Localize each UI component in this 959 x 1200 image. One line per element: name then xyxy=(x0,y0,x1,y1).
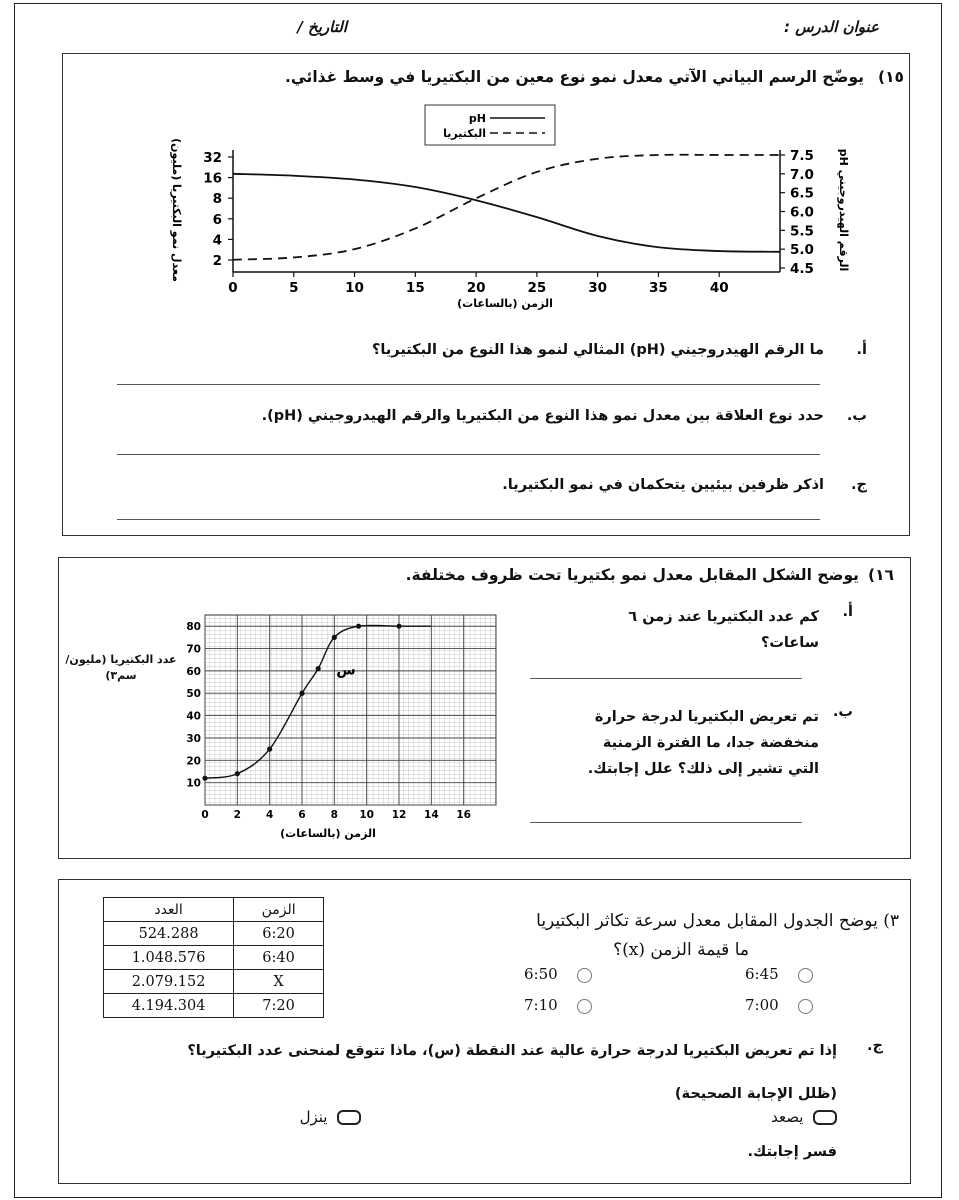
left-tick-label: 8 xyxy=(212,191,222,208)
q16-number: ١٦) xyxy=(867,566,894,584)
lesson-title-label: عنوان الدرس : xyxy=(783,18,879,36)
x-tick-label: 10 xyxy=(359,809,374,821)
y-tick-label: 20 xyxy=(186,755,201,768)
table-row xyxy=(104,922,324,946)
right-tick-label: 7.5 xyxy=(790,148,814,164)
right-tick-label: 7.0 xyxy=(790,166,814,183)
right-tick-label: 6.0 xyxy=(790,204,814,221)
x-tick-label: 40 xyxy=(709,280,729,296)
grid-area xyxy=(205,615,496,805)
q16-text: يوضح الشكل المقابل معدل نمو بكتيريا تحت ظروف مختلفة. xyxy=(405,566,859,584)
q15-c-marker: ج. xyxy=(851,477,867,493)
right-y-axis-label: الرقم الهيدروجيني pH xyxy=(837,148,850,272)
data-point xyxy=(267,747,272,752)
x-tick-label: 20 xyxy=(466,280,486,296)
chart-bacteria-count xyxy=(80,605,520,845)
header-count: العدد xyxy=(104,898,234,922)
cell-time: X xyxy=(234,970,324,994)
option-label: 6:45 xyxy=(745,965,779,983)
x-tick-label: 12 xyxy=(391,809,407,821)
x-tick-label: 10 xyxy=(345,280,364,296)
data-point xyxy=(332,635,337,640)
y-tick-label: 10 xyxy=(186,777,201,790)
q3-c-text: إذا تم تعريض البكتيريا لدرجة حرارة عالية عند النقطة (س)، ماذا تتوقع لمنحنى عدد البكتيريا؟ xyxy=(187,1043,837,1059)
q3-c-marker: ج. xyxy=(867,1038,883,1054)
x-tick-label: 0 xyxy=(228,280,238,296)
date-label: التاريخ / xyxy=(297,18,347,36)
x-axis-label: الزمن (بالساعات) xyxy=(457,297,553,310)
growth-table xyxy=(103,897,324,1018)
cell-time: 6:20 xyxy=(234,922,324,946)
q15-b-text: حدد نوع العلاقة بين معدل نمو هذا النوع من البكتيريا والرقم الهيدروجيني (pH). xyxy=(261,408,824,424)
data-point xyxy=(396,624,401,629)
left-tick-label: 32 xyxy=(203,150,222,166)
x-tick-label: 8 xyxy=(330,809,338,821)
x-tick-label: 6 xyxy=(298,809,306,821)
q3-c-hint: (ظلل الإجابة الصحيحة) xyxy=(674,1086,837,1102)
answer-line-b[interactable] xyxy=(117,454,820,455)
x-tick-label: 35 xyxy=(649,280,668,296)
cell-count: 4.194.304 xyxy=(104,994,234,1018)
x-ticks xyxy=(228,272,728,296)
choice-down-label: ينزل xyxy=(299,1108,328,1126)
radio-icon xyxy=(798,999,813,1014)
legend-bacteria-label: البكتيريا xyxy=(443,127,486,140)
x-tick-label: 2 xyxy=(233,809,241,821)
radio-icon xyxy=(798,968,813,983)
x-tick-label: 0 xyxy=(201,809,209,821)
x-axis-label: الزمن (بالساعات) xyxy=(280,827,376,840)
data-point xyxy=(316,666,321,671)
data-point xyxy=(356,624,361,629)
choice-up-label: يصعد xyxy=(771,1108,804,1126)
q3-explain: فسر إجابتك. xyxy=(747,1144,837,1160)
right-tick-label: 4.5 xyxy=(790,261,814,277)
q15-c-text: اذكر ظرفين بيئيين يتحكمان في نمو البكتيريا. xyxy=(502,477,824,493)
right-tick-label: 6.5 xyxy=(790,185,814,202)
pill-checkbox-icon xyxy=(337,1110,361,1125)
answer-line-16a[interactable] xyxy=(530,678,802,679)
cell-count: 524.288 xyxy=(104,922,234,946)
series-bacteria-line xyxy=(233,155,780,260)
cell-time: 6:40 xyxy=(234,946,324,970)
q16-b-text: تم تعريض البكتيريا لدرجة حرارة منخفضة جدا، ما الفترة الزمنية التي تشير إلى ذلك؟ علل إجابتك. xyxy=(587,709,819,777)
y-tick-label: 50 xyxy=(186,688,201,701)
cell-count: 1.048.576 xyxy=(104,946,234,970)
q15-a-text: ما الرقم الهيدروجيني (pH) المثالي لنمو هذا النوع من البكتيريا؟ xyxy=(372,342,824,358)
q15-number: ١٥) xyxy=(877,68,904,86)
option-label: 7:10 xyxy=(524,996,558,1014)
option-7-00[interactable] xyxy=(745,996,813,1014)
cell-count: 2.079.152 xyxy=(104,970,234,994)
y-tick-label: 60 xyxy=(186,665,201,678)
left-tick-label: 6 xyxy=(212,211,222,228)
pill-checkbox-icon xyxy=(813,1110,837,1125)
answer-line-a[interactable] xyxy=(117,384,820,385)
option-label: 7:00 xyxy=(745,996,779,1014)
x-tick-label: 30 xyxy=(588,280,608,296)
radio-icon xyxy=(577,999,592,1014)
answer-line-c[interactable] xyxy=(117,519,820,520)
series-ph-line xyxy=(233,174,780,252)
x-tick-label: 4 xyxy=(266,809,274,821)
q15-a-marker: أ. xyxy=(856,342,867,358)
q16-a-marker: أ. xyxy=(842,604,853,620)
left-ticks xyxy=(203,150,233,269)
y-ticks xyxy=(186,621,201,789)
chart-ph-bacteria xyxy=(140,100,860,315)
data-point xyxy=(235,771,240,776)
option-7-10[interactable] xyxy=(524,996,592,1014)
radio-icon xyxy=(577,968,592,983)
right-tick-label: 5.0 xyxy=(790,242,814,259)
option-6-45[interactable] xyxy=(745,965,813,983)
q3-text2: ما قيمة الزمن (x)؟ xyxy=(613,940,749,960)
y-axis-label-count: عدد البكتيريا (مليون/سم٣) xyxy=(65,653,177,682)
left-y-axis-label: معدل نمو البكتيريا (مليون) xyxy=(170,138,183,282)
q15-text: يوضّح الرسم البياني الآتي معدل نمو نوع معين من البكتيريا في وسط غذائي. xyxy=(284,68,864,86)
cell-time: 7:20 xyxy=(234,994,324,1018)
left-tick-label: 16 xyxy=(203,170,222,187)
x-tick-label: 5 xyxy=(289,280,299,296)
left-tick-label: 2 xyxy=(212,253,222,269)
q16-a-text: كم عدد البكتيريا عند زمن ٦ ساعات؟ xyxy=(628,609,819,651)
data-point xyxy=(299,691,304,696)
data-point xyxy=(202,776,207,781)
x-tick-label: 14 xyxy=(424,809,439,821)
header-time: الزمن xyxy=(234,898,324,922)
right-ticks xyxy=(780,148,814,277)
x-tick-label: 25 xyxy=(527,280,547,296)
q15-b-marker: ب. xyxy=(846,408,867,424)
point-label-s: س xyxy=(336,662,356,679)
legend-ph-label: pH xyxy=(468,112,486,125)
right-tick-label: 5.5 xyxy=(790,223,814,240)
table-row xyxy=(104,970,324,994)
y-tick-label: 40 xyxy=(186,710,201,723)
x-tick-label: 16 xyxy=(456,809,471,821)
x-tick-label: 15 xyxy=(405,280,425,296)
answer-line-16b[interactable] xyxy=(530,822,802,823)
table-header-row xyxy=(104,898,324,922)
q16-b-marker: ب. xyxy=(832,704,853,720)
choice-down[interactable] xyxy=(300,1108,361,1126)
x-ticks xyxy=(201,809,471,821)
y-tick-label: 80 xyxy=(186,621,201,634)
y-tick-label: 30 xyxy=(186,732,201,745)
y-tick-label: 70 xyxy=(186,643,201,656)
table-row xyxy=(104,994,324,1018)
q3-text: ٣) يوضح الجدول المقابل معدل سرعة تكاثر البكتيريا xyxy=(536,911,899,931)
table-row xyxy=(104,946,324,970)
option-label: 6:50 xyxy=(524,965,558,983)
choice-up[interactable] xyxy=(771,1108,837,1126)
left-tick-label: 4 xyxy=(212,232,222,249)
option-6-50[interactable] xyxy=(524,965,592,983)
